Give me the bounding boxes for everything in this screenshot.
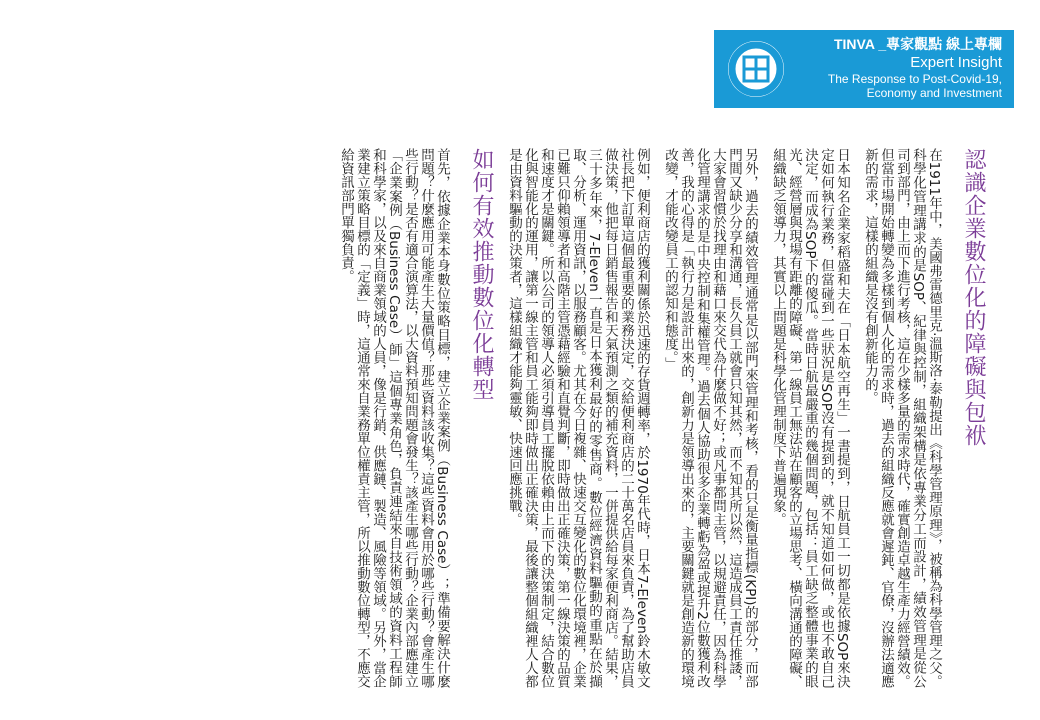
paragraph: 例如，便利商店的獲利關係於迅速的存貨週轉率，於1970年代時，日本7-Eleven鈴木敏文社長把下訂單這個最重要的業務決定，交給便利商店的二十萬名店員來負責，為了幫助店員做決策，他把每日銷售報告和天氣預測之類的補充資料，一併提供給每家便利商店。結果，三十多年來，7-Eleven一直是日本獲利最好的零售商。數位經濟資料驅動的重點在於擷取、分析、運用資訊，以服務顧客。尤其在今日複雜、快速交互變化的數位化環境裡，企業已難只仰賴領導者和高階主管憑藉經驗和直覺判斷，即時做出正確決策，第一線決策的品質和速度才是關鍵。所以公司的領導人必須引導員工擺脫依賴由上而下的決策制定，結合數位化與智能化的運用，讓第一線主管和員工能夠即時做出正確決策，最後讓整個組織裡人人都是由資料驅動的決策者，這樣組織才能夠靈敏、快速回應挑戰。 [506, 148, 650, 688]
section-heading-2: 如何有效推動數位化轉型 [469, 148, 494, 401]
column-banner [714, 30, 1014, 108]
paragraph: 在1911年中，美國弗雷德里克·溫斯洛·泰勒提出《科學管理原理》，被稱為科學管理之父。科學化管理講求的是SOP、紀律與控制，組織架構是依專業分工而設計，績效管理是從公司到部門，由上而下進行考核，這在少樣多量的需求時代，確實創造卓越生產力經營績效。但當市場開始轉變為多樣到個人化的需求時，過去的組織反應就會遲鈍、官僚，沒辦法適應新的需求，這樣的組織是沒有創新能力的。 [862, 148, 942, 688]
section-heading-1: 認識企業數位化的障礙與包袱 [961, 148, 986, 447]
paragraph: 日本知名企業家稻盛和夫在「日本航空再生」一書提到，日航員工一切都是依據SOP來決定如何執行業務，但當碰到一些狀況是SOP沒有提到的，就不知道如何做，或也不敢自己決定，而成為SOP下的傻瓜。當時日航最嚴重的幾個問題，包括：員工缺乏整體事業的眼光、經營層與現場有距離的障礙、第一線員工無法站在顧客的立場思考、橫向溝通的障礙、組織缺乏領導力，其實以上問題是科學化管理制度下普遍現象。 [770, 148, 850, 688]
banner-tagline-1: The Response to Post-Covid-19, [827, 72, 1002, 86]
paragraph: 另外，過去的績效管理通常是以部門來管理和考核，看的只是衡量指標(KPI)的部分，而部門間又缺少分享和溝通，長久員工就會只知其然，而不知其所以然，這造成員工責任推諉，大家會習慣於找理由和藉口來交代為什麼做不好；或凡事都問主管，以規避責任，因為科學化管理講求的是中央控制和集權管理。過去個人協助很多企業轉虧為盈或提升2位數獲利改善，我的心得是「執行力是設計出來的，創新力是領導出來的，主要關鍵就是創造新的環境改變，才能改變員工的認知和態度。」 [662, 148, 758, 688]
banner-title: TINVA _專家觀點 線上專欄 [833, 36, 1002, 52]
logo-mark-icon [728, 41, 784, 97]
banner-text [828, 36, 1002, 100]
paragraph: 首先，依據企業本身數位策略目標，建立企業案例（Business Case）；準備要解決什麼問題？什麼應用可能產生大量價值？那些資料該收集？這些資料會用於哪些行動？會產生哪些行動？是否有適合演算法，以大資料預知問題會發生？該產生哪些行動？企業內部應建立「企業案例（Business Case）師」這個專業角色，負責連結來自技術領域的資料工程師和科學家，以及來自商業領域的人員，像是行銷、供應鏈、製造、風險等領域。另外，當企業建立策略目標的「定義」時，這通常來自業務單位權責主管，所以推動數位轉型，不應交給資訊部門單獨負責。 [338, 148, 450, 688]
banner-subtitle: Expert Insight [910, 54, 1002, 71]
banner-tagline-2: Economy and Investment [866, 86, 1002, 100]
tinva-logo [728, 41, 784, 97]
article-body [326, 148, 986, 688]
